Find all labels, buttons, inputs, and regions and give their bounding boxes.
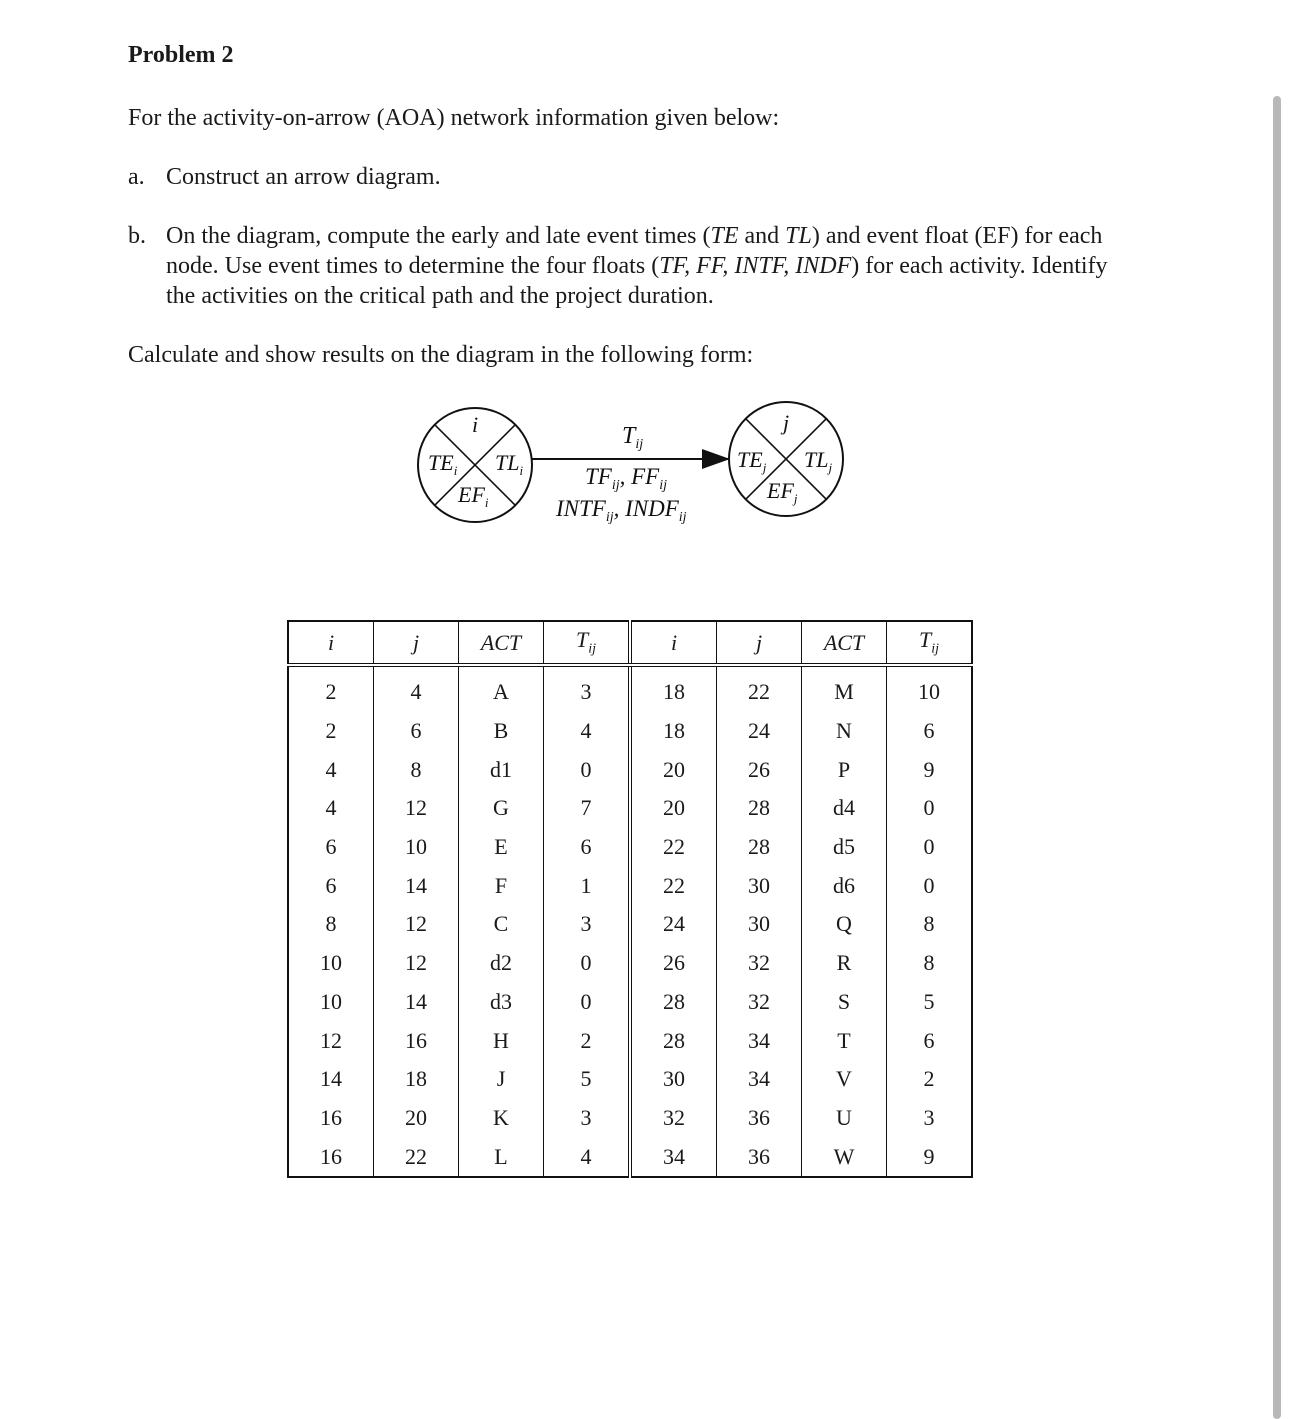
- table-cell: R: [802, 944, 887, 983]
- table-cell: N: [802, 712, 887, 751]
- table-cell: 9: [887, 1137, 973, 1177]
- table-cell: P: [802, 750, 887, 789]
- svg-text:TEj: $TE_j$: [737, 447, 767, 475]
- table-row: [288, 866, 972, 905]
- table-cell: 3: [544, 665, 631, 712]
- table-cell: d2: [459, 944, 544, 983]
- table-cell: 4: [544, 712, 631, 751]
- table-cell: 12: [320, 1027, 342, 1053]
- table-cell: 32: [717, 944, 802, 983]
- table-cell: 14: [320, 1066, 342, 1092]
- table-cell: J: [459, 1060, 544, 1099]
- table-cell: 8: [374, 750, 459, 789]
- table-cell: W: [802, 1137, 887, 1177]
- table-cell: G: [459, 789, 544, 828]
- table-cell: C: [459, 905, 544, 944]
- table-cell: 2: [325, 679, 337, 705]
- table-cell: 28: [630, 983, 717, 1022]
- table-cell: 5: [887, 983, 973, 1022]
- svg-text:TLj: $TL_j$: [804, 447, 833, 475]
- item-b-label: b.: [128, 223, 146, 249]
- table-row: [288, 1060, 972, 1099]
- table-cell: 0: [544, 944, 631, 983]
- table-cell: 10: [374, 828, 459, 867]
- table-cell: 30: [630, 1060, 717, 1099]
- table-cell: 7: [544, 789, 631, 828]
- table-cell: 10: [320, 950, 342, 976]
- node-legend-diagram: [400, 395, 860, 535]
- table-cell: 2: [544, 1021, 631, 1060]
- table-cell: E: [459, 828, 544, 867]
- col-header: j: [374, 621, 459, 665]
- table-cell: Q: [802, 905, 887, 944]
- table-cell: T: [802, 1021, 887, 1060]
- table-row: [288, 1137, 972, 1177]
- table-cell: 3: [544, 1099, 631, 1138]
- table-cell: 0: [544, 983, 631, 1022]
- table-cell: 6: [325, 872, 337, 898]
- table-row: [288, 712, 972, 751]
- table-cell: 26: [630, 944, 717, 983]
- table-cell: 28: [630, 1021, 717, 1060]
- table-cell: 22: [630, 828, 717, 867]
- item-a: [128, 162, 1138, 192]
- table-row: [288, 905, 972, 944]
- node-i-top: i: [471, 412, 479, 437]
- table-cell: 4: [325, 756, 337, 782]
- col-header: $T_{ij}$: [544, 621, 631, 665]
- col-header: i: [630, 621, 717, 665]
- table-cell: 0: [887, 866, 973, 905]
- intro-text: For the activity-on-arrow (AOA) network information given below:: [128, 105, 780, 131]
- svg-text:TEi: $TE_i$: [428, 450, 458, 478]
- table-cell: 5: [544, 1060, 631, 1099]
- table-cell: 8: [887, 905, 973, 944]
- table-cell: 3: [887, 1099, 973, 1138]
- table-cell: 4: [374, 665, 459, 712]
- table-cell: 32: [630, 1099, 717, 1138]
- arrow-floats-line2: $INTF_{ij}$, $INDF_{ij}$: [556, 496, 687, 525]
- table-cell: 0: [887, 789, 973, 828]
- table-cell: 12: [374, 789, 459, 828]
- item-a-label: a.: [128, 164, 145, 190]
- svg-text:EFi: $EF_i$: [458, 482, 489, 510]
- table-cell: A: [459, 665, 544, 712]
- table-cell: M: [802, 665, 887, 712]
- table-cell: 36: [717, 1099, 802, 1138]
- table-cell: 28: [717, 789, 802, 828]
- table-row: [288, 665, 972, 712]
- table-cell: 18: [630, 712, 717, 751]
- table-cell: S: [802, 983, 887, 1022]
- table-cell: 36: [717, 1137, 802, 1177]
- table-row: [288, 789, 972, 828]
- table-cell: 22: [717, 665, 802, 712]
- table-row: [288, 1099, 972, 1138]
- table-cell: 6: [544, 828, 631, 867]
- table-row: [288, 1021, 972, 1060]
- table-cell: 10: [320, 988, 342, 1014]
- table-cell: 34: [630, 1137, 717, 1177]
- table-cell: 9: [887, 750, 973, 789]
- problem-title: Problem 2: [128, 42, 234, 68]
- table-cell: 30: [717, 905, 802, 944]
- table-cell: 24: [630, 905, 717, 944]
- table-cell: F: [459, 866, 544, 905]
- table-cell: L: [459, 1137, 544, 1177]
- table-cell: 34: [717, 1060, 802, 1099]
- col-header: $T_{ij}$: [887, 621, 973, 665]
- table-cell: 8: [325, 911, 337, 937]
- table-cell: 20: [374, 1099, 459, 1138]
- table-cell: 6: [887, 712, 973, 751]
- node-j-top: j: [782, 410, 790, 435]
- table-cell: 22: [374, 1137, 459, 1177]
- col-header: j: [717, 621, 802, 665]
- table-cell: 4: [325, 795, 337, 821]
- table-row: [288, 983, 972, 1022]
- table-cell: d4: [802, 789, 887, 828]
- table-cell: 3: [544, 905, 631, 944]
- table-cell: 28: [717, 828, 802, 867]
- table-cell: H: [459, 1021, 544, 1060]
- table-cell: 2: [325, 718, 337, 744]
- item-b: [128, 221, 1138, 311]
- table-cell: d6: [802, 866, 887, 905]
- table-cell: 24: [717, 712, 802, 751]
- node-j: [729, 402, 843, 516]
- table-cell: 12: [374, 905, 459, 944]
- table-cell: d5: [802, 828, 887, 867]
- item-b-text: On the diagram, compute the early and late event times (TE and TL) and event float (EF) for each node. Use event times to determine the four floats (TF, FF, INTF, INDF) for each activity. Identify the activities on the critical path and the project duration.: [166, 223, 1108, 309]
- table-cell: 14: [374, 866, 459, 905]
- table-cell: 12: [374, 944, 459, 983]
- table-row: [288, 828, 972, 867]
- svg-text:EFj: $EF_j$: [767, 478, 798, 506]
- activity-table: [287, 620, 973, 1178]
- table-cell: d1: [459, 750, 544, 789]
- table-cell: 6: [374, 712, 459, 751]
- table-cell: 16: [320, 1143, 342, 1169]
- col-header: ACT: [802, 621, 887, 665]
- table-cell: 0: [544, 750, 631, 789]
- item-a-text: Construct an arrow diagram.: [166, 164, 441, 190]
- table-cell: 20: [630, 789, 717, 828]
- table-cell: 30: [717, 866, 802, 905]
- table-cell: 4: [544, 1137, 631, 1177]
- table-row: [288, 944, 972, 983]
- table-row: [288, 750, 972, 789]
- svg-text:TLi: $TL_i$: [495, 450, 524, 478]
- table-header-row: [288, 621, 972, 665]
- table-cell: 18: [630, 665, 717, 712]
- table-cell: 32: [717, 983, 802, 1022]
- table-cell: 14: [374, 983, 459, 1022]
- col-header: ACT: [459, 621, 544, 665]
- table-cell: 6: [887, 1021, 973, 1060]
- arrow-duration-label: $T_{ij}$: [622, 423, 644, 452]
- scrollbar[interactable]: [1273, 96, 1281, 1419]
- table-cell: 16: [374, 1021, 459, 1060]
- table-cell: 26: [717, 750, 802, 789]
- table-cell: 18: [374, 1060, 459, 1099]
- table-cell: U: [802, 1099, 887, 1138]
- table-cell: 34: [717, 1021, 802, 1060]
- table-cell: d3: [459, 983, 544, 1022]
- table-cell: 1: [544, 866, 631, 905]
- instruction-text: Calculate and show results on the diagram in the following form:: [128, 342, 754, 368]
- table-cell: 22: [630, 866, 717, 905]
- table-cell: 10: [887, 665, 973, 712]
- table-cell: K: [459, 1099, 544, 1138]
- arrow-floats-line1: $TF_{ij}$, $FF_{ij}$: [585, 464, 668, 493]
- node-i: [418, 408, 532, 522]
- col-header: i: [288, 621, 374, 665]
- table-cell: V: [802, 1060, 887, 1099]
- table-cell: B: [459, 712, 544, 751]
- table-cell: 2: [887, 1060, 973, 1099]
- table-cell: 20: [630, 750, 717, 789]
- table-cell: 6: [325, 834, 337, 860]
- table-cell: 8: [887, 944, 973, 983]
- table-cell: 16: [320, 1104, 342, 1130]
- table-cell: 0: [887, 828, 973, 867]
